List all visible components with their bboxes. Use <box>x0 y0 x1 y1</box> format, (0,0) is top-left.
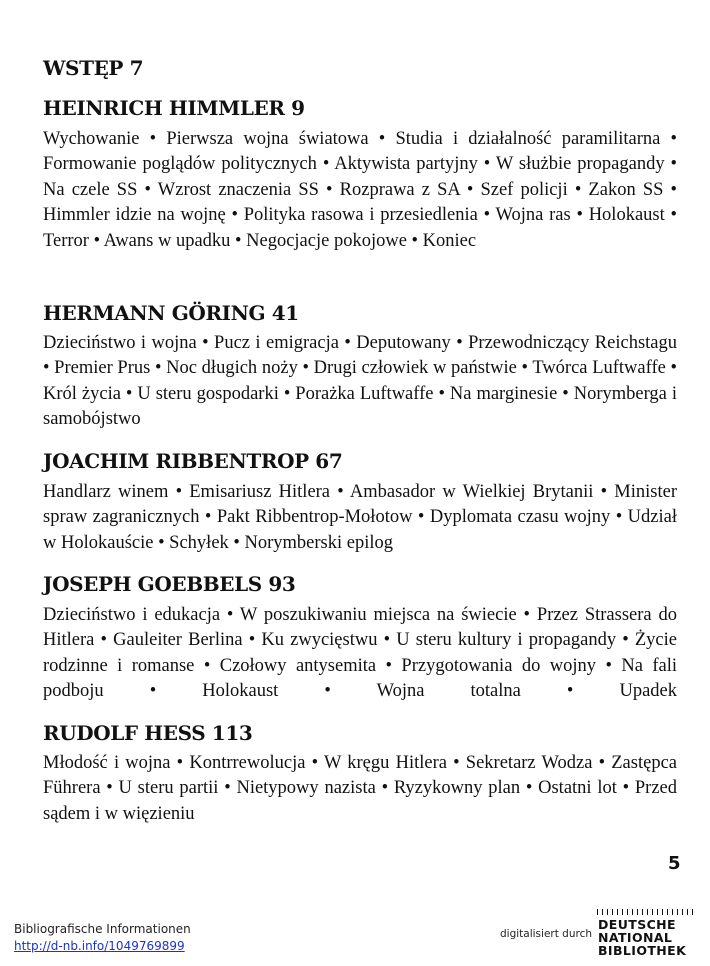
section-body-hess: Młodość i wojna • Kontrrewolucja • W kręgu Hitlera • Sekretarz Wodza • Zastępca Führera • U steru partii • Nietypowy nazista • Ryzykowny plan • Ostatni lot • Przed sądem i w więzieniu <box>43 753 677 824</box>
page-number: 5 <box>668 853 681 874</box>
dnb-logo-line-2: NATIONAL <box>598 930 673 945</box>
section-body-ribbentrop: Handlarz winem • Emisariusz Hitlera • Ambasador w Wielkiej Brytanii • Minister spraw zagranicznych • Pakt Ribbentrop-Mołotow • Dyplomata czasu wojny • Udział w Holokauście • Schyłek • Norymberski epilog <box>43 482 677 553</box>
dnb-logo-line-3: BIBLIOTHEK <box>598 943 687 958</box>
dnb-logo <box>597 909 697 959</box>
bibliographic-label: Bibliografische Informationen <box>14 922 191 936</box>
section-heading-goebbels: JOSEPH GOEBBELS 93 <box>43 572 296 596</box>
section-body-goebbels: Dzieciństwo i edukacja • W poszukiwaniu miejsca na świecie • Przez Strassera do Hitlera • Gauleiter Berlina • Ku zwycięstwu • U steru kultury i propagandy • Życie rodzinne i romanse • Czołowy antysemita • Przygotowania do wojny • Na fali podboju • Holokaust • Wojna totalna • Upadek <box>43 605 677 702</box>
section-body-goring: Dzieciństwo i wojna • Pucz i emigracja • Deputowany • Przewodniczący Reichstagu • Premier Prus • Noc długich noży • Drugi człowiek w państwie • Twórca Luftwaffe • Król życia • U steru gospodarki • Porażka Luftwaffe • Na marginesie • Norymberga i samobójstwo <box>43 333 677 430</box>
section-heading-ribbentrop: JOACHIM RIBBENTROP 67 <box>43 449 343 473</box>
dnb-logo-line-1: DEUTSCHE <box>598 917 676 932</box>
section-heading-himmler: HEINRICH HIMMLER 9 <box>43 96 305 120</box>
section-heading-hess: RUDOLF HESS 113 <box>43 721 253 745</box>
bibliographic-link[interactable]: http://d-nb.info/1049769899 <box>14 939 185 953</box>
dnb-logo-bars <box>597 909 697 915</box>
digitization-credit <box>497 905 699 961</box>
section-heading-goring: HERMANN GÖRING 41 <box>43 301 299 325</box>
section-heading-wstep: WSTĘP 7 <box>43 56 144 80</box>
digitized-by-label: digitalisiert durch <box>500 928 593 940</box>
section-body-himmler: Wychowanie • Pierwsza wojna światowa • Studia i działalność paramilitarna • Formowanie poglądów politycznych • Aktywista partyjny • W służbie propagandy • Na czele SS • Wzrost znaczenia SS • Rozprawa z SA • Szef policji • Zakon SS • Himmler idzie na wojnę • Polityka rasowa i przesiedlenia • Wojna ras • Holokaust • Terror • Awans w upadku • Negocjacje pokojowe • Koniec <box>43 129 677 251</box>
bibliographic-info <box>14 921 191 955</box>
